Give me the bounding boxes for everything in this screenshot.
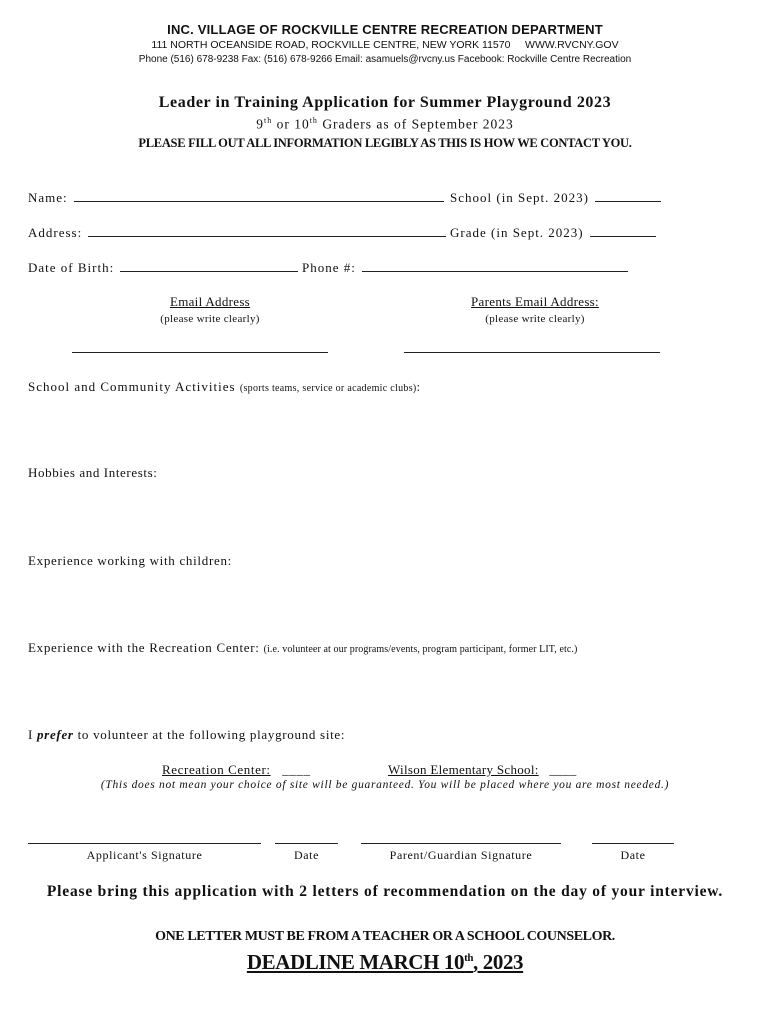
activities-label: School and Community Activities	[28, 379, 236, 394]
site-wilson-elementary[interactable]	[388, 762, 577, 778]
address-label: Address:	[28, 225, 83, 240]
phone-field	[302, 259, 630, 276]
grade-text-2: or 10	[272, 116, 310, 132]
deadline-year: , 2023	[473, 950, 524, 974]
org-address-line	[0, 39, 770, 51]
site2-label: Wilson Elementary School:	[388, 762, 539, 777]
grade-text-1: 9	[256, 116, 264, 132]
dob-label: Date of Birth:	[28, 260, 115, 275]
name-label: Name:	[28, 190, 68, 205]
date2-caption: Date	[620, 848, 646, 862]
grade-label: Grade (in Sept. 2023)	[450, 225, 584, 240]
activities-answer-area[interactable]	[28, 400, 742, 450]
parent-email-input[interactable]	[404, 352, 660, 353]
date1-line[interactable]	[275, 843, 338, 844]
org-contact: Phone (516) 678-9238 Fax: (516) 678-9266 Email: asamuels@rvcny.us Facebook: Rockville Centre Recreation	[138, 54, 632, 65]
address-field	[28, 224, 448, 241]
deadline-sup: th	[464, 952, 474, 964]
school-input[interactable]	[595, 189, 661, 202]
site-recreation-center[interactable]	[162, 762, 311, 778]
email-hint: (please write clearly)	[160, 313, 260, 325]
preference-emphasis: prefer	[36, 727, 74, 742]
experience-center-label: Experience with the Recreation Center:	[28, 640, 260, 655]
phone-input[interactable]	[362, 259, 628, 272]
school-field	[450, 189, 663, 206]
letter-requirement: ONE LETTER MUST BE FROM A TEACHER OR A SCHOOL COUNSELOR.	[155, 929, 615, 944]
page-title: Leader in Training Application for Summer Playground 2023	[158, 94, 612, 111]
address-input[interactable]	[88, 224, 446, 237]
applicant-signature-caption: Applicant's Signature	[86, 848, 203, 862]
phone-label: Phone #:	[302, 260, 356, 275]
date1-caption: Date	[293, 848, 320, 862]
grade-sup-1: th	[263, 116, 273, 125]
activities-colon: :	[416, 379, 422, 394]
parent-email-hint: (please write clearly)	[485, 313, 585, 325]
activities-heading	[28, 379, 421, 395]
date2-line[interactable]	[592, 843, 674, 844]
deadline	[0, 950, 770, 975]
hobbies-heading: Hobbies and Interests:	[28, 465, 158, 480]
org-website: WWW.RVCNY.GOV	[525, 39, 619, 51]
experience-center-heading	[28, 640, 577, 656]
org-address: 111 NORTH OCEANSIDE ROAD, ROCKVILLE CENTRE, NEW YORK 11570	[151, 39, 511, 51]
name-field	[28, 189, 446, 206]
applicant-signature-line[interactable]	[28, 843, 261, 844]
parent-signature-line[interactable]	[361, 843, 561, 844]
site1-blank[interactable]: ____	[282, 762, 311, 777]
email-label: Email Address	[169, 294, 251, 309]
name-input[interactable]	[74, 189, 444, 202]
grade-field	[450, 224, 658, 241]
deadline-text: DEADLINE MARCH 10	[246, 950, 465, 974]
site1-label: Recreation Center:	[162, 762, 271, 777]
experience-children-answer-area[interactable]	[28, 574, 742, 629]
experience-center-hint: (i.e. volunteer at our programs/events, program participant, former LIT, etc.)	[263, 644, 578, 655]
grade-sup-2: th	[309, 116, 318, 125]
email-input[interactable]	[72, 352, 328, 353]
parent-email-label: Parents Email Address:	[471, 294, 599, 309]
experience-center-answer-area[interactable]	[28, 661, 742, 716]
grade-text-3: Graders as of September 2023	[317, 116, 514, 132]
fill-instruction: PLEASE FILL OUT ALL INFORMATION LEGIBLY AS THIS IS HOW WE CONTACT YOU.	[138, 136, 632, 150]
preference-heading	[28, 727, 345, 743]
preference-prefix: I	[28, 727, 37, 742]
dob-input[interactable]	[120, 259, 298, 272]
experience-children-heading: Experience working with children:	[28, 553, 232, 568]
site2-blank[interactable]: ____	[549, 762, 577, 777]
dob-field	[28, 259, 300, 276]
school-label: School (in Sept. 2023)	[450, 190, 589, 205]
bring-notice: Please bring this application with 2 letters of recommendation on the day of your interview.	[46, 883, 724, 900]
grade-input[interactable]	[590, 224, 656, 237]
site-disclaimer: (This does not mean your choice of site will be guaranteed. You will be placed where you are most needed.)	[100, 779, 670, 791]
preference-suffix: to volunteer at the following playground site:	[73, 727, 346, 742]
activities-hint: (sports teams, service or academic clubs)	[239, 383, 417, 394]
parent-signature-caption: Parent/Guardian Signature	[389, 848, 533, 862]
org-name: INC. VILLAGE OF ROCKVILLE CENTRE RECREATION DEPARTMENT	[167, 22, 603, 37]
hobbies-answer-area[interactable]	[28, 486, 742, 541]
grade-eligibility	[0, 116, 770, 133]
